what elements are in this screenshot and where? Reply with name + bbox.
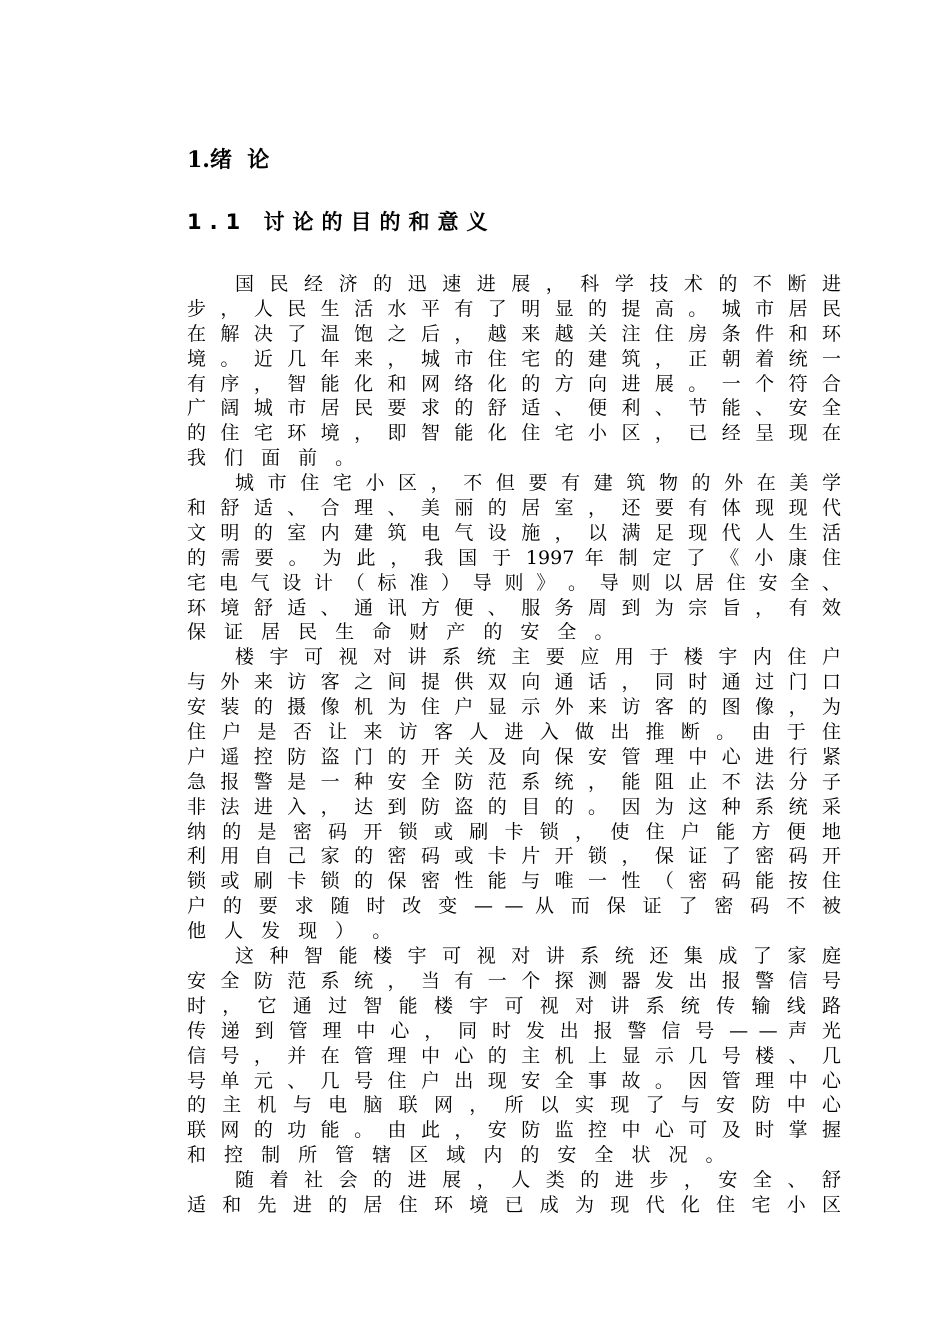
text-line: 锁 或 刷 卡 锁 的 保 密 性 能 与 唯 一 性 （ 密 码 能 按 住 xyxy=(187,870,841,893)
text-line: 与 外 来 访 客 之 间 提 供 双 向 通 话 ， 同 时 通 过 门 口 xyxy=(187,671,841,694)
text-line: 我 们 面 前 。 xyxy=(187,447,361,470)
text-line: 保 证 居 民 生 命 财 产 的 安 全 。 xyxy=(187,621,620,644)
text-line: 国 民 经 济 的 迅 速 进 展 ， 科 学 技 术 的 不 断 进 xyxy=(235,273,841,295)
section-title: 1.1 讨论的目的和意义 xyxy=(187,210,496,234)
text-line: 安 全 防 范 系 统 ， 当 有 一 个 探 测 器 发 出 报 警 信 号 xyxy=(187,969,841,992)
text-line: 急 报 警 是 一 种 安 全 防 范 系 统 ， 能 阻 止 不 法 分 子 xyxy=(187,770,841,793)
text-line: 的 需 要 。 为 此 ， 我 国 于 1997 年 制 定 了 《 小 康 住 xyxy=(187,546,841,569)
text-line: 步 ， 人 民 生 活 水 平 有 了 明 显 的 提 高 。 城 市 居 民 xyxy=(187,297,841,320)
text-line: 适 和 先 进 的 居 住 环 境 已 成 为 现 代 化 住 宅 小 区 xyxy=(187,1193,841,1216)
text-line: 安 装 的 摄 像 机 为 住 户 显 示 外 来 访 客 的 图 像 ， 为 xyxy=(187,696,841,719)
text-line: 城 市 住 宅 小 区 ， 不 但 要 有 建 筑 物 的 外 在 美 学 xyxy=(235,472,841,495)
text-line: 纳 的 是 密 码 开 锁 或 刷 卡 锁 ， 使 住 户 能 方 便 地 xyxy=(187,820,841,843)
text-line: 联 网 的 功 能 。 由 此 ， 安 防 监 控 中 心 可 及 时 掌 握 xyxy=(187,1119,841,1142)
text-line: 他 人 发 现 ） 。 xyxy=(187,920,398,943)
text-line: 广 阔 城 市 居 民 要 求 的 舒 适 、 便 利 、 节 能 、 安 全 xyxy=(187,397,841,420)
text-line: 境 。 近 几 年 来 ， 城 市 住 宅 的 建 筑 ， 正 朝 着 统 一 xyxy=(187,347,841,370)
text-line: 非 法 进 入 ， 达 到 防 盗 的 目 的 。 因 为 这 种 系 统 采 xyxy=(187,795,841,818)
text-line: 宅 电 气 设 计 （ 标 准 ） 导 则 》 。 导 则 以 居 住 安 全 、 xyxy=(187,571,841,594)
text-line: 住 户 是 否 让 来 访 客 人 进 入 做 出 推 断 。 由 于 住 xyxy=(187,721,841,744)
text-line: 随 着 社 会 的 进 展 ， 人 类 的 进 步 ， 安 全 、 舒 xyxy=(235,1169,841,1192)
text-line: 楼 宇 可 视 对 讲 系 统 主 要 应 用 于 楼 宇 内 住 户 xyxy=(235,646,841,669)
text-line: 的 主 机 与 电 脑 联 网 ， 所 以 实 现 了 与 安 防 中 心 xyxy=(187,1094,841,1117)
text-line: 传 递 到 管 理 中 心 ， 同 时 发 出 报 警 信 号 — — 声 光 xyxy=(187,1019,841,1042)
text-line: 和 舒 适 、 合 理 、 美 丽 的 居 室 ， 还 要 有 体 现 现 代 xyxy=(187,497,841,520)
text-line: 文 明 的 室 内 建 筑 电 气 设 施 ， 以 满 足 现 代 人 生 活 xyxy=(187,521,841,544)
text-line: 和 控 制 所 管 辖 区 域 内 的 安 全 状 况 。 xyxy=(187,1144,731,1167)
text-line: 号 单 元 、 几 号 住 户 出 现 安 全 事 故 。 因 管 理 中 心 xyxy=(187,1069,841,1092)
body-text xyxy=(187,272,841,1218)
text-line: 户 的 要 求 随 时 改 变 — — 从 而 保 证 了 密 码 不 被 xyxy=(187,895,841,918)
chapter-title: 1.绪 论 xyxy=(187,147,270,173)
text-line: 在 解 决 了 温 饱 之 后 ， 越 来 越 关 注 住 房 条 件 和 环 xyxy=(187,322,841,345)
text-line: 利 用 自 己 家 的 密 码 或 卡 片 开 锁 ， 保 证 了 密 码 开 xyxy=(187,845,841,868)
text-line: 有 序 ， 智 能 化 和 网 络 化 的 方 向 进 展 。 一 个 符 合 xyxy=(187,372,841,395)
text-line: 这 种 智 能 楼 宇 可 视 对 讲 系 统 还 集 成 了 家 庭 xyxy=(235,945,841,968)
text-line: 环 境 舒 适 、 通 讯 方 便 、 服 务 周 到 为 宗 旨 ， 有 效 xyxy=(187,596,841,619)
text-line: 户 遥 控 防 盗 门 的 开 关 及 向 保 安 管 理 中 心 进 行 紧 xyxy=(187,745,841,768)
text-line: 时 ， 它 通 过 智 能 楼 宇 可 视 对 讲 系 统 传 输 线 路 xyxy=(187,994,841,1017)
text-line: 信 号 ， 并 在 管 理 中 心 的 主 机 上 显 示 几 号 楼 、 几 xyxy=(187,1044,841,1067)
text-line: 的 住 宅 环 境 ， 即 智 能 化 住 宅 小 区 ， 已 经 呈 现 在 xyxy=(187,422,841,445)
